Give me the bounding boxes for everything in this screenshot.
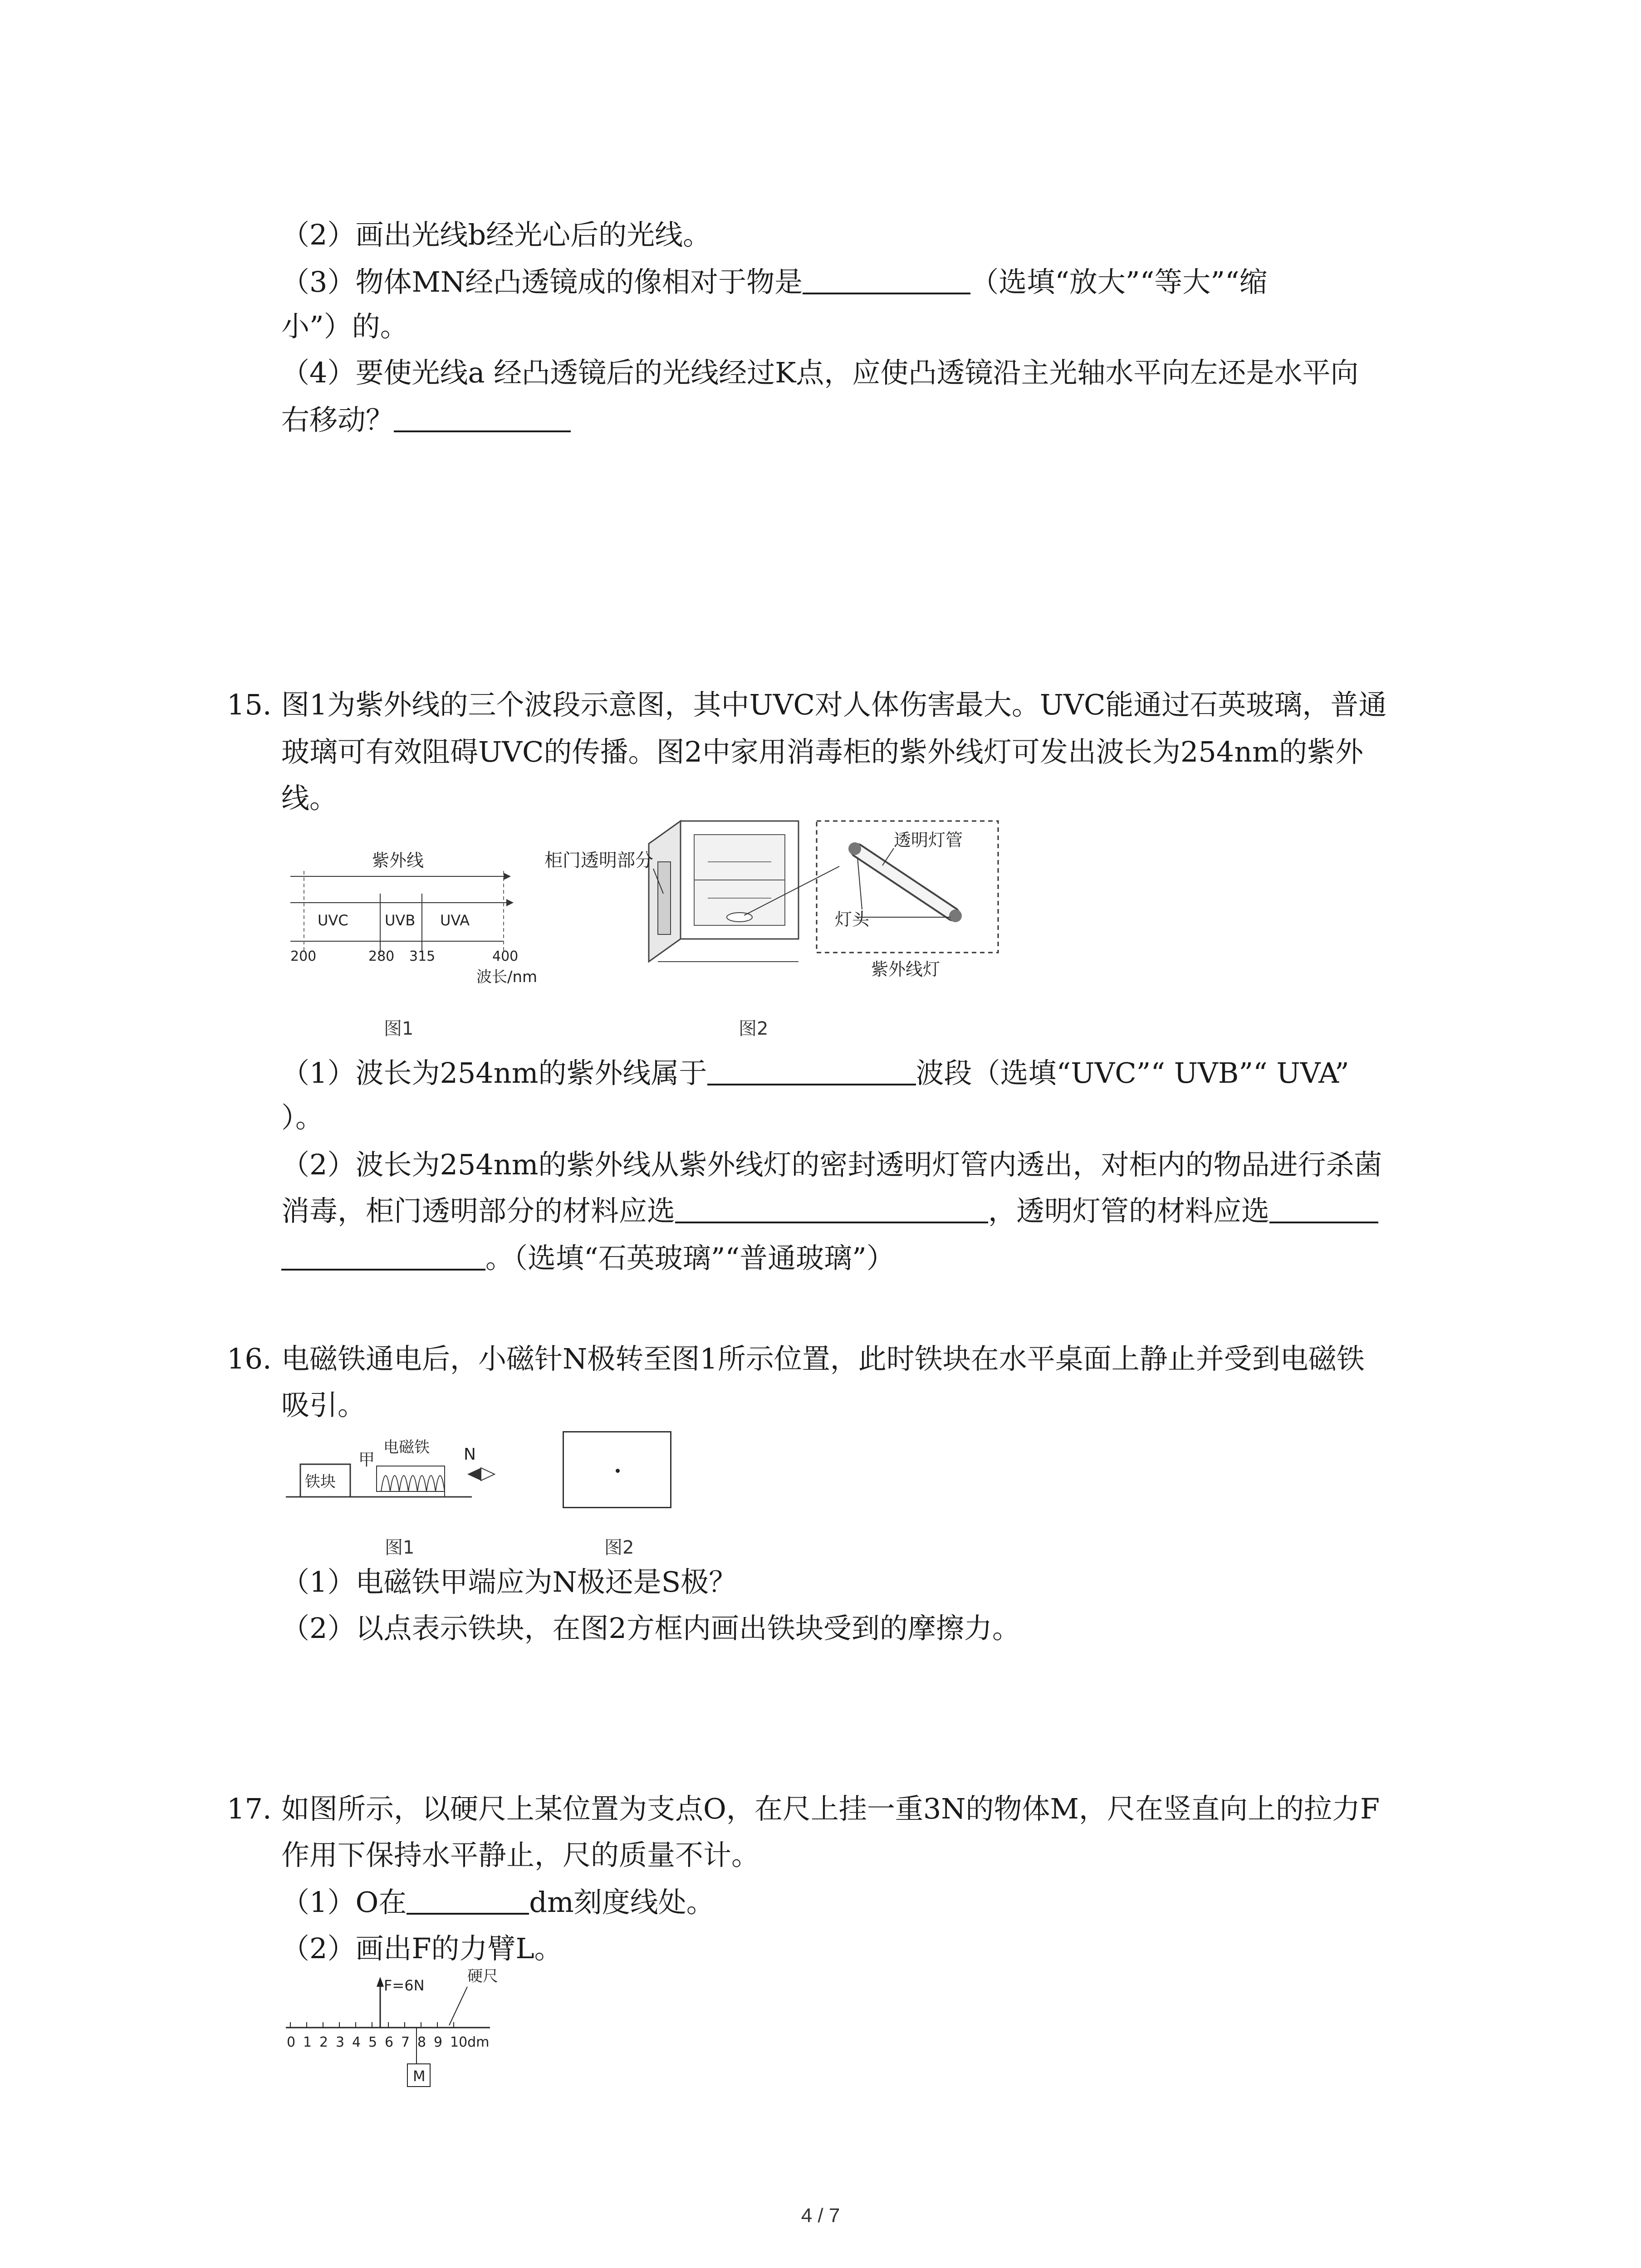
q16-stem-line2: 吸引。 — [281, 1388, 366, 1422]
q15-fig2-caption: 图2 — [739, 1018, 769, 1039]
q14-part3-blank[interactable] — [803, 264, 970, 294]
q14-part3-line1: （3）物体MN经凸透镜成的像相对于物是 （选填“放大”“等大”“缩 — [281, 265, 1268, 298]
q15-figure2-cabinet — [544, 812, 1016, 1002]
tick-280: 280 — [368, 948, 395, 964]
tube-label: 透明灯管 — [894, 830, 963, 850]
page-number: 4 / 7 — [801, 2204, 840, 2227]
ruler-label: 硬尺 — [467, 1969, 498, 1985]
q15-figure1-uv-bands — [281, 844, 581, 1016]
ruler-tick-label: 9 — [434, 2034, 443, 2050]
needle-n-label: N — [464, 1445, 476, 1464]
head-label: 灯头 — [835, 909, 870, 929]
inner-lamp — [727, 913, 752, 922]
tick-315: 315 — [409, 948, 436, 964]
ruler-tick-label: 1 — [303, 2034, 312, 2050]
q17-stem-line1: 如图所示，以硬尺上某位置为支点O，在尺上挂一重3N的物体M，尺在竖直向上的拉力F — [281, 1792, 1380, 1825]
force-label: F=6N — [384, 1977, 425, 1994]
q16-figure2-box[interactable] — [563, 1431, 671, 1508]
q16-fig2-caption: 图2 — [604, 1537, 634, 1558]
ruler-tick-label: 4 — [352, 2034, 361, 2050]
q15-part2-line2: 消毒，柜门透明部分的材料应选 ，透明灯管的材料应选 — [281, 1193, 1378, 1229]
q15-part1-line2: ）。 — [281, 1101, 324, 1134]
q14-part4-blank[interactable] — [394, 402, 571, 432]
q15-part1-blank[interactable] — [707, 1056, 916, 1085]
svg-text:铁块: 铁块 — [305, 1473, 336, 1491]
q15-part2-blank2-end[interactable] — [281, 1241, 485, 1271]
q14-part4-line1: （4）要使光线a 经凸透镜后的光线经过K点，应使凸透镜沿主光轴水平向左还是水平向 — [281, 356, 1359, 389]
q14-part4-line2: 右移动？ — [281, 402, 571, 438]
ruler-tick-label: 8 — [417, 2034, 426, 2050]
tick-400: 400 — [492, 948, 519, 964]
q16-fig1-caption: 图1 — [385, 1537, 415, 1558]
compass-needle-s — [481, 1468, 495, 1481]
compass-needle-n — [467, 1468, 481, 1481]
q16-part2: （2）以点表示铁块，在图2方框内画出铁块受到的摩擦力。 — [281, 1612, 1020, 1645]
ruler-tick-label: 0 — [287, 2034, 296, 2050]
tube-head-right — [949, 909, 962, 922]
tube-head-left — [848, 842, 861, 855]
q15-part1-line1: （1）波长为254nm的紫外线属于 波段（选填“UVC”“ UVB”“ UVA” — [281, 1056, 1349, 1090]
door-label: 柜门透明部分 — [544, 850, 653, 871]
ruler-tick-label: 5 — [368, 2034, 377, 2050]
q15-stem-line1: 图1为紫外线的三个波段示意图，其中UVC对人体伤害最大。UVC能通过石英玻璃，普通 — [281, 688, 1387, 721]
q15-part2-line1: （2）波长为254nm的紫外线从紫外线灯的密封透明灯管内透出，对柜内的物品进行杀菌 — [281, 1148, 1382, 1181]
q15-part2-blank1[interactable] — [675, 1193, 988, 1223]
mass-label: M — [413, 2068, 426, 2085]
iron-block-point — [616, 1469, 620, 1473]
q15-stem-line3: 线。 — [281, 782, 338, 815]
ruler-tick-label: 2 — [319, 2034, 328, 2050]
q14-part3-line2: 小”）的。 — [281, 310, 408, 343]
q14-part2: （2）画出光线b经光心后的光线。 — [281, 218, 711, 251]
lamp-label: 紫外线灯 — [871, 959, 941, 979]
q15-fig1-caption: 图1 — [384, 1018, 414, 1039]
q16-part1: （1）电磁铁甲端应为N极还是S极？ — [281, 1565, 737, 1598]
ruler-ticks — [287, 2022, 489, 2050]
q15-stem-line2: 玻璃可有效阻碍UVC的传播。图2中家用消毒柜的紫外线灯可发出波长为254nm的紫外 — [281, 735, 1363, 768]
uv-title-arrow — [504, 873, 511, 880]
q17-part2: （2）画出F的力臂L。 — [281, 1932, 563, 1965]
q16-figure1-electromagnet — [281, 1433, 535, 1515]
ruler-tick-label: 3 — [336, 2034, 345, 2050]
q17-figure-ruler — [277, 1969, 531, 2123]
q15-number: 15. — [227, 688, 272, 721]
ruler-tick-label: 10dm — [450, 2034, 490, 2050]
uv-title: 紫外线 — [372, 850, 424, 870]
q17-part1-blank[interactable] — [407, 1885, 529, 1915]
door-window — [658, 862, 671, 934]
q16-number: 16. — [227, 1342, 272, 1375]
ruler-tick-label: 6 — [385, 2034, 394, 2050]
magnet-end-jia: 甲 — [358, 1451, 375, 1469]
band-uvc: UVC — [318, 912, 348, 929]
axis-label-wavelength: 波长/nm — [476, 968, 538, 986]
q16-stem-line1: 电磁铁通电后，小磁针N极转至图1所示位置，此时铁块在水平桌面上静止并受到电磁铁 — [281, 1342, 1365, 1375]
band-uva: UVA — [440, 912, 470, 929]
magnet-label: 电磁铁 — [383, 1438, 430, 1457]
ruler-tick-label: 7 — [401, 2034, 410, 2050]
q17-part1: （1）O在 dm刻度线处。 — [281, 1886, 715, 1919]
q17-stem-line2: 作用下保持水平静止，尺的质量不计。 — [281, 1838, 760, 1872]
band-uvb: UVB — [385, 912, 416, 929]
q15-part2-blank2-start[interactable] — [1269, 1193, 1378, 1223]
q15-part2-line3: 。（选填“石英玻璃”“普通玻璃”） — [281, 1240, 895, 1276]
tick-200: 200 — [290, 948, 317, 964]
q17-number: 17. — [227, 1792, 272, 1825]
